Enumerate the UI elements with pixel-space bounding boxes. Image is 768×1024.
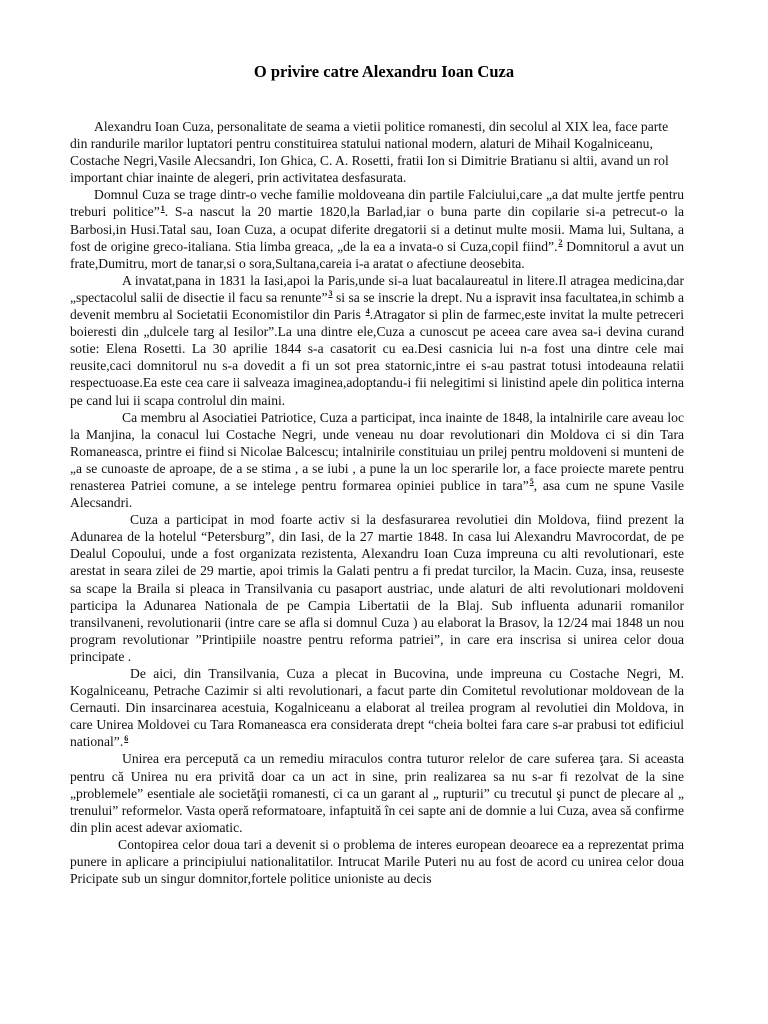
footnote-ref-4[interactable]: 4	[365, 306, 370, 316]
paragraph-4-text-b: , asa cum ne spune Vasile Alecsandri.	[70, 477, 684, 511]
paragraph-2-text-c: Domnitorul a avut un frate,Dumitru, mort de tanar,si o sora,Sultana,careia i-a aratat o afectiune deosebita.	[70, 238, 684, 271]
paragraph-2	[70, 186, 684, 271]
paragraph-8: Contopirea celor doua tari a devenit si o problema de interes european deoarece ea a reprezentat prima punere in aplicare a principiului nationalitatilor. Intrucat Marile Puteri nu au fost de acord cu unirea celor doua Pricipate sub un singur domnitor,fortele politice unioniste au decis	[70, 836, 684, 887]
paragraph-2-text-a: Domnul Cuza se trage dintr-o veche familie moldoveana din partile Falciului,care „a dat multe jertfe pentru treburi politice”	[70, 187, 684, 220]
paragraph-3-text-a: A invatat,pana in 1831 la Iasi,apoi la Paris,unde si-a luat bacalaureatul in litere.Il atragea medicina,dar „spectacolul salii de disectie il facu sa renunte”	[70, 272, 684, 305]
paragraph-5: Cuza a participat in mod foarte activ si la desfasurarea revolutiei din Moldova, fiind prezent la Adunarea de la hotelul “Petersburg”, din Iasi, de la 27 martie 1848. In casa lui Alexandru Mavrocordat, de pe Dealul Copoului, unde a fost organizata rezistenta, Alexandru Ioan Cuza impreuna cu alti revolutionari, este arestat in seara zilei de 29 martie, apoi trimis la Galati pentru a fi predat turcilor, la Macin. Cuza, insa, reuseste sa scape la Braila si pleaca in Transilvania cu pasaport austriac, unde alaturi de alti revolutionari moldoveni participa la Adunarea Nationala de pe Campia Libertatii de la Blaj. Sub influenta adunarii romanilor transilvaneni, revolutionarii (intre care se afla si domnul Cuza ) au elaborat la Brasov, la 12/24 mai 1848 un nou program revolutionar ”Printipiile noastre pentru reforma patriei”, in care era inscrisa si unirea celor doua principate .	[70, 512, 684, 664]
footnote-ref-1[interactable]: 1	[160, 203, 165, 213]
paragraph-2-text-b: . S-a nascut la 20 martie 1820,la Barlad,iar o buna parte din copilarie si-a petrecut-o la Barbosi,in Husi.Tatal sau, Ioan Cuza, a ocupat diferite dregatorii si a detinut multe mosii. Mama lui, Sultana, a fost de origine greco-italiana. Stia limba greaca, „de la ea a invata-o si Cuza,copil fiind”.	[70, 204, 684, 254]
paragraph-6-text-a: De aici, din Transilvania, Cuza a plecat in Bucovina, unde impreuna cu Costache Negri, M. Kogalniceanu, Petrache Cazimir si alti revolutionari, a facut parte din Comitetul revolutionar moldovean de la Cernauti. Din insarcinarea acestuia, Kogalniceanu a elaborat al treilea program al revolutiei din Moldova, in care Unirea Moldovei cu Tara Romaneasca era considerata drept “cheia boltei fara care s-ar prabusi tot edificiul national”.	[70, 666, 684, 750]
footnote-ref-6[interactable]: 6	[124, 733, 129, 743]
paragraph-1: Alexandru Ioan Cuza, personalitate de seama a vietii politice romanesti, din secolul al XIX lea, face parte din randurile marilor luptatori pentru constituirea statului national modern, alaturi de Mihail Kogalniceanu, Costache Negri,Vasile Alecsandri, Ion Ghica, C. A. Rosetti, fratii Ion si Dimitrie Bratianu si altii, avand un rol important chiar inainte de alegeri, prin activitatea desfasurata.	[70, 119, 669, 186]
paragraph-3-text-c: .Atragator si plin de farmec,este invitat la multe petreceri boieresti din „dulcele targ al Iesilor”.La una dintre ele,Cuza a cunoscut pe aceea care avea sa-i devina curand sotie: Elena Rosetti. La 30 aprilie 1844 s-a casatorit cu ea.Desi casnicia lui n-a fost una dintre cele mai reusite,caci domnitorul nu s-a dovedit a fi un sot prea statornic,intre ei s-au pastrat totusi intodeauna relatii respectuoase.Ea este cea care ii salveaza imaginea,adoptandu-i fii nelegitimi si linistind apele din politica interna pe cand lui ii scapa controlul din maini.	[70, 307, 684, 408]
document-title: O privire catre Alexandru Ioan Cuza	[253, 62, 515, 81]
footnote-ref-2[interactable]: 2	[558, 238, 563, 248]
paragraph-6	[70, 665, 684, 750]
footnote-ref-3[interactable]: 3	[328, 289, 333, 299]
document-body	[70, 118, 684, 887]
paragraph-4-text-a: Ca membru al Asociatiei Patriotice, Cuza a participat, inca inainte de 1848, la intalnirile care aveau loc la Manjina, la conacul lui Costache Negri, unde veneau nu doar revolutionari din Moldova ci si din Tara Romaneasca, printre ei fiind si Nicolae Balcescu; intalnirile constituiau un prilej pentru moldoveni si munteni de „a se cunoaste de aproape, de a se stima , a se iubi , a pune la un loc sperarile lor, a face proiecte marete pentru renasterea Patriei comune, a se intelege pentru formarea opiniei publice in tara”	[70, 409, 684, 493]
footnote-ref-5[interactable]: 5	[529, 477, 534, 487]
paragraph-3-text-b: si sa se inscrie la drept. Nu a ispravit insa facultatea,in schimb a devenit membru al Societatii Economistilor din Paris	[70, 289, 684, 323]
paragraph-7: Unirea era percepută ca un remediu miraculos contra tuturor relelor de care suferea ţara. Si aceasta pentru că Unirea nu era privită doar ca un act in sine, prin realizarea sa nu s-ar fi rezolvat de la sine „problemele” esentiale ale societăţii romanesti, ci ca un garant al „ rupturii” cu trecutul şi punct de plecare al „ trenului” reformelor. Vasta operă reformatoare, infaptuită în cei sapte ani de domnie a lui Cuza, avea să confirme din plin acest adevar axiomatic.	[70, 751, 684, 835]
paragraph-3	[70, 272, 684, 409]
paragraph-4	[70, 409, 684, 512]
